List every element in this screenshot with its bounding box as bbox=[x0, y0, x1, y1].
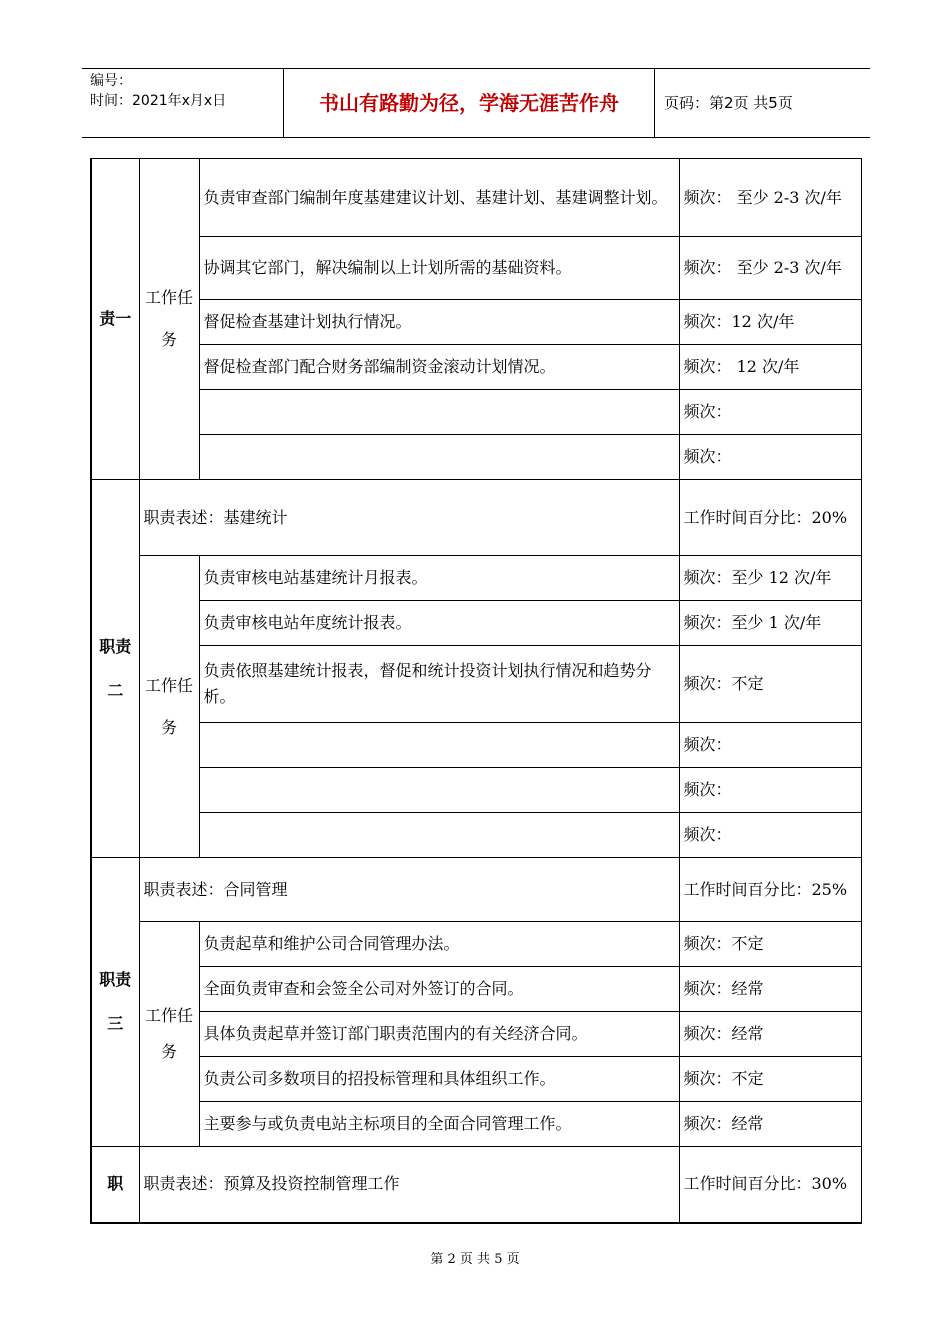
task-text: 负责审查部门编制年度基建建议计划、基建计划、基建调整计划。 bbox=[199, 159, 679, 237]
duty-label: 责一 bbox=[91, 159, 139, 480]
task-text: 全面负责审查和会签全公司对外签订的合同。 bbox=[199, 967, 679, 1012]
table-row bbox=[91, 768, 861, 813]
page-footer: 第 2 页 共 5 页 bbox=[430, 1252, 520, 1267]
duty-label: 职责三 bbox=[91, 858, 139, 1147]
task-frequency: 频次：经常 bbox=[679, 967, 861, 1012]
table-row bbox=[91, 813, 861, 858]
table-row bbox=[91, 601, 861, 646]
task-frequency: 频次：经常 bbox=[679, 1012, 861, 1057]
task-text: 具体负责起草并签订部门职责范围内的有关经济合同。 bbox=[199, 1012, 679, 1057]
table-row bbox=[91, 345, 861, 390]
task-text bbox=[199, 723, 679, 768]
task-frequency: 频次：不定 bbox=[679, 1057, 861, 1102]
task-text bbox=[199, 390, 679, 435]
task-frequency: 频次： 至少 2-3 次/年 bbox=[679, 159, 861, 237]
task-frequency: 频次：至少 12 次/年 bbox=[679, 556, 861, 601]
motto: 书山有路勤为径，学海无涯苦作舟 bbox=[284, 69, 655, 137]
table-row bbox=[91, 1147, 861, 1223]
task-frequency: 频次：至少 1 次/年 bbox=[679, 601, 861, 646]
time-percentage: 工作时间百分比：20% bbox=[679, 480, 861, 556]
task-frequency: 频次： bbox=[679, 390, 861, 435]
table-row bbox=[91, 646, 861, 723]
task-frequency: 频次：经常 bbox=[679, 1102, 861, 1147]
task-frequency: 频次： bbox=[679, 723, 861, 768]
task-text bbox=[199, 768, 679, 813]
task-text: 负责审核电站年度统计报表。 bbox=[199, 601, 679, 646]
table-row bbox=[91, 858, 861, 922]
task-frequency: 频次：12 次/年 bbox=[679, 300, 861, 345]
task-text: 督促检查部门配合财务部编制资金滚动计划情况。 bbox=[199, 345, 679, 390]
task-text: 协调其它部门，解决编制以上计划所需的基础资料。 bbox=[199, 237, 679, 300]
task-frequency: 频次：不定 bbox=[679, 922, 861, 967]
task-text: 主要参与或负责电站主标项目的全面合同管理工作。 bbox=[199, 1102, 679, 1147]
table-row bbox=[91, 1012, 861, 1057]
table-row bbox=[91, 922, 861, 967]
work-task-label: 工作任务 bbox=[139, 159, 199, 480]
table-row bbox=[91, 1102, 861, 1147]
task-frequency: 频次： bbox=[679, 435, 861, 480]
duty-description: 职责表述：合同管理 bbox=[139, 858, 679, 922]
page-indicator: 页码：第2页 共5页 bbox=[664, 94, 793, 112]
task-text: 督促检查基建计划执行情况。 bbox=[199, 300, 679, 345]
task-frequency: 频次： 12 次/年 bbox=[679, 345, 861, 390]
task-frequency: 频次：不定 bbox=[679, 646, 861, 723]
header-meta bbox=[82, 69, 284, 137]
duty-label: 职责二 bbox=[91, 480, 139, 858]
table-row bbox=[91, 556, 861, 601]
table-row bbox=[91, 159, 861, 237]
task-frequency: 频次： 至少 2-3 次/年 bbox=[679, 237, 861, 300]
task-text: 负责起草和维护公司合同管理办法。 bbox=[199, 922, 679, 967]
table-row bbox=[91, 480, 861, 556]
duty-table bbox=[90, 158, 862, 1224]
page-header bbox=[82, 68, 870, 138]
table-row bbox=[91, 1057, 861, 1102]
table-row bbox=[91, 967, 861, 1012]
task-text bbox=[199, 813, 679, 858]
task-text: 负责审核电站基建统计月报表。 bbox=[199, 556, 679, 601]
duty-description: 职责表述：基建统计 bbox=[139, 480, 679, 556]
task-text: 负责公司多数项目的招投标管理和具体组织工作。 bbox=[199, 1057, 679, 1102]
duty-label: 职 bbox=[91, 1147, 139, 1223]
table-row bbox=[91, 300, 861, 345]
table-row bbox=[91, 723, 861, 768]
time-percentage: 工作时间百分比：30% bbox=[679, 1147, 861, 1223]
code-label: 编号： bbox=[90, 73, 132, 89]
task-text: 负责依照基建统计报表，督促和统计投资计划执行情况和趋势分析。 bbox=[199, 646, 679, 723]
work-task-label: 工作任务 bbox=[139, 922, 199, 1147]
time-percentage: 工作时间百分比：25% bbox=[679, 858, 861, 922]
task-text bbox=[199, 435, 679, 480]
table-row bbox=[91, 390, 861, 435]
work-task-label: 工作任务 bbox=[139, 556, 199, 858]
date-label: 时间：2021年x月x日 bbox=[90, 93, 227, 109]
table-row bbox=[91, 237, 861, 300]
duty-description: 职责表述：预算及投资控制管理工作 bbox=[139, 1147, 679, 1223]
task-frequency: 频次： bbox=[679, 813, 861, 858]
task-frequency: 频次： bbox=[679, 768, 861, 813]
table-row bbox=[91, 435, 861, 480]
